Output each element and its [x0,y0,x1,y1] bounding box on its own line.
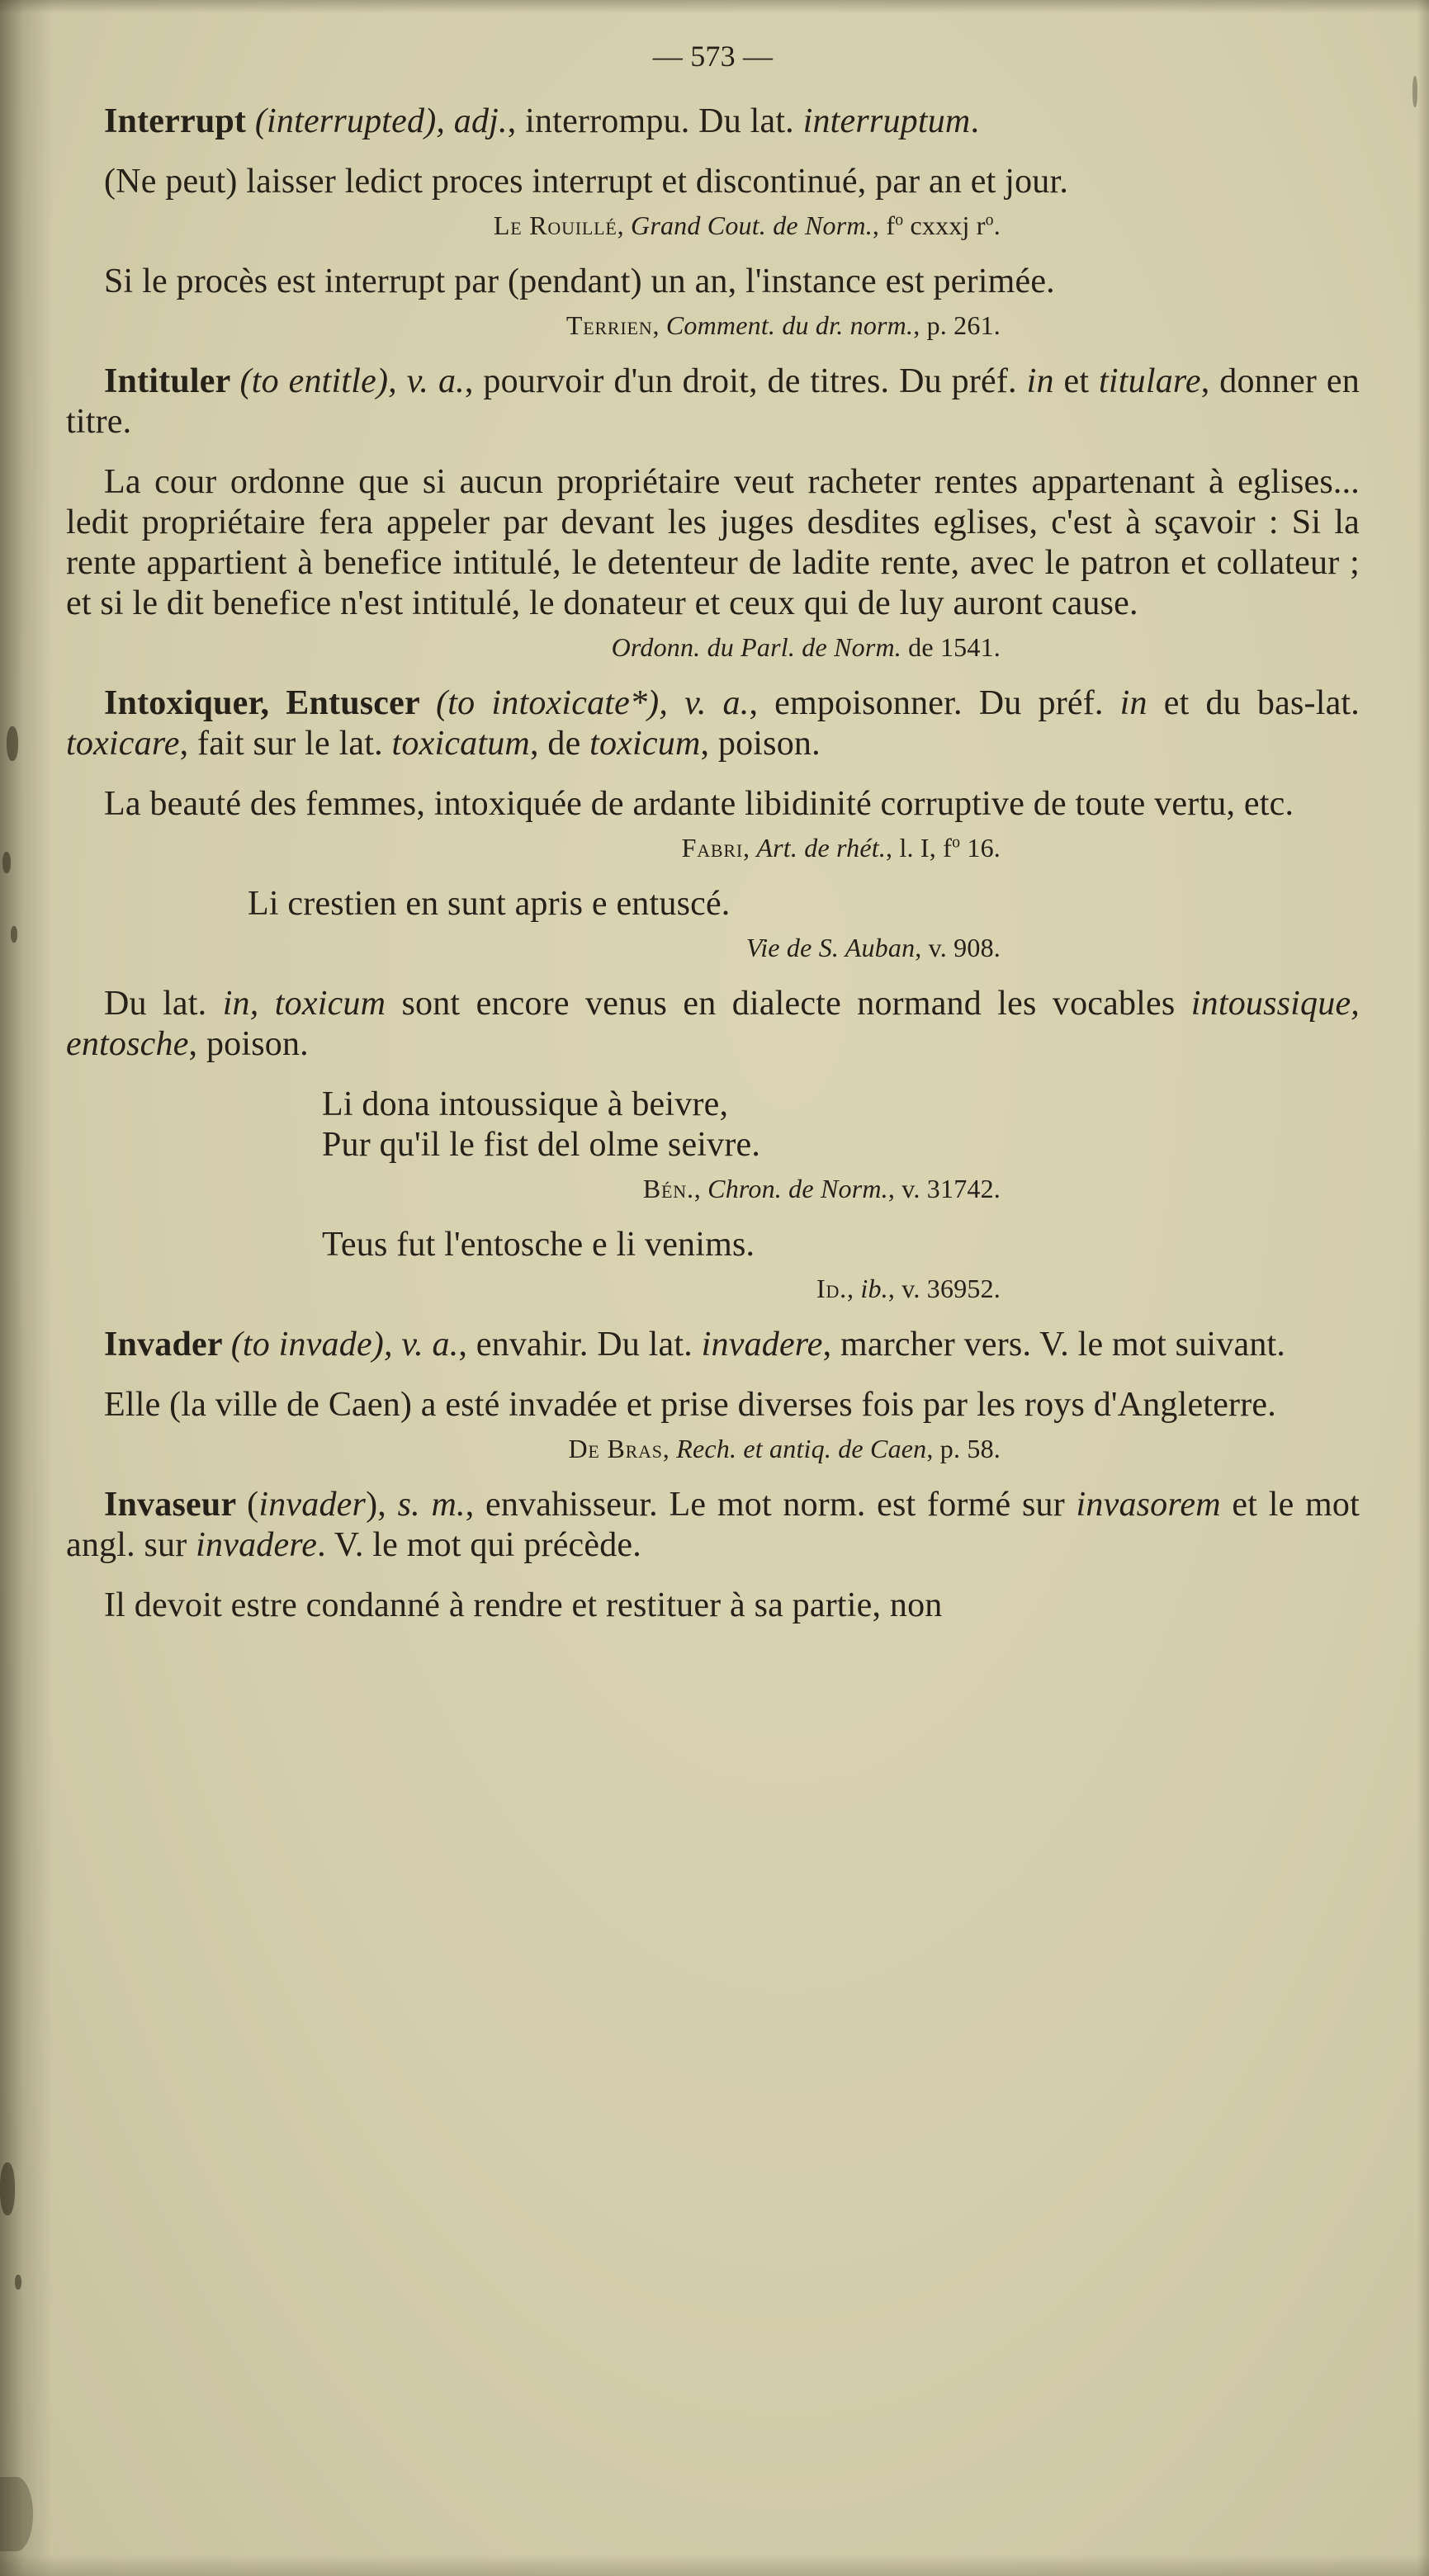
text-segment: . [993,210,1001,240]
text-segment: interruptum [802,102,971,140]
text-segment: Chron. de Norm. [707,1174,888,1203]
quote-block [66,784,1360,825]
citation-block [66,1432,1360,1465]
text-segment: , [652,310,666,340]
text-segment: Id. [816,1274,847,1303]
text-segment: La cour ordonne que si aucun propriétaire veut racheter rentes appartenant à eglises... ledit propriétaire fera appeler par devant les juges desdites eglises, c'est à sçavoir : Si la rente appartient à benefice intitulé, le detenteur de ladite rente, avec le patron et collateur ; et si le dit benefice n'est intitulé, le donateur et ceux qui de luy auront cause. [66,463,1360,622]
citation-block [66,1272,1360,1305]
verse-block [66,1225,1360,1265]
text-segment: invasorem [1076,1486,1221,1524]
text-segment: , envahir. Du lat. [458,1326,702,1364]
text-segment: Comment. du dr. norm. [665,310,914,340]
text-segment: o [985,210,994,229]
citation-block [66,309,1360,342]
text-segment: . V. le mot qui précède. [317,1526,641,1564]
text-segment: , f [872,210,896,240]
text-segment: toxicatum [391,725,530,763]
text-segment: (to entitle), v. a. [239,362,465,400]
text-segment: , [693,1174,708,1203]
text-segment: ( [247,1486,259,1524]
text-segment: cxxxj r [903,210,986,240]
text-segment: , poison. [700,725,821,763]
text-segment: Pur qu'il le fist del olme seivre. [322,1126,761,1164]
text-segment: Interrupt [104,102,255,140]
text-segment: o [952,833,961,852]
paper-blemish [0,2162,15,2215]
quote-block [66,462,1360,624]
text-segment: , [617,210,632,240]
quote-block [66,984,1360,1065]
text-segment: intoussique, entosche [66,985,1360,1063]
text-segment: Art. de rhét. [756,833,887,863]
text-segment: et du bas-lat. [1147,684,1360,722]
entry-block [66,102,1360,142]
text-segment: , [662,1434,677,1463]
text-segment: Grand Cout. de Norm. [631,210,873,240]
text-segment: , [846,1274,861,1303]
text-segment: ), [366,1486,398,1524]
text-segment: Du lat. [104,985,223,1023]
page-number: — 573 — [652,40,774,73]
text-segment: Si le procès est interrupt par (pendant) un an, l'instance est perimée. [104,262,1055,300]
paper-blemish [11,926,17,943]
text-segment: Bén. [642,1174,694,1203]
text-segment: et le mot angl. sur [66,1486,1360,1564]
text-segment: Invader [104,1326,231,1364]
text-segment: Intoxiquer, Entuscer [104,684,437,722]
text-segment: et [1053,362,1100,400]
verse-block [66,1085,1360,1125]
text-segment: toxicum [589,725,701,763]
text-segment: de 1541. [901,632,1001,662]
verse-block [66,1125,1360,1165]
text-segment: , marcher vers. V. le mot suivant. [822,1326,1286,1364]
citation-block [66,931,1360,964]
paper-blemish [0,2477,33,2551]
text-segment: . [970,102,980,140]
paper-blemish [15,2275,21,2290]
text-segment: Li crestien en sunt apris e entuscé. [248,885,731,923]
text-segment: toxicare [66,725,180,763]
citation-block [66,209,1360,242]
entry-block [66,1485,1360,1566]
text-segment: , p. 261. [913,310,1001,340]
text-segment: (Ne peut) laisser ledict proces interrupt et discontinué, par an et jour. [104,163,1069,201]
quote-block [66,162,1360,202]
text-segment: Il devoit estre condanné à rendre et restituer à sa partie, non [104,1586,943,1624]
entry-block [66,362,1360,442]
paper-blemish [7,726,18,761]
text-segment: , v. 36952. [887,1274,1001,1303]
text-column [66,36,1360,1626]
text-segment: Elle (la ville de Caen) a esté invadée et prise diverses fois par les roys d'Angleterre. [104,1386,1276,1424]
text-segment: , poison. [188,1025,309,1063]
text-segment: , [742,833,757,863]
text-segment: invadere [701,1326,823,1364]
text-segment: , v. 908. [915,933,1001,962]
text-segment: , l. I, f [886,833,953,863]
text-segment: Teus fut l'entosche e li venims. [322,1226,755,1264]
text-segment: Li dona intoussique à beivre, [322,1085,729,1123]
quote-block [66,1385,1360,1425]
text-segment: invadere [196,1526,318,1564]
page-edge-top [0,0,1429,13]
paper-blemish [1412,76,1417,107]
text-segment: De Bras [568,1434,663,1463]
citation-block [66,631,1360,664]
entry-block [66,1325,1360,1365]
text-segment: in [1026,362,1054,400]
text-segment: Intituler [104,362,240,400]
text-segment: in [1119,684,1147,722]
text-segment: , v. 31742. [887,1174,1001,1203]
text-segment: Terrien [565,310,653,340]
text-segment: Invaseur [104,1486,248,1524]
text-segment: Fabri [681,833,743,863]
text-segment: Ordonn. du Parl. de Norm. [611,632,901,662]
citation-block [66,831,1360,864]
text-segment: titulare [1099,362,1201,400]
text-segment: , pourvoir d'un droit, de titres. Du préf. [464,362,1027,400]
text-segment: , empoisonner. Du préf. [749,684,1120,722]
text-segment: in, toxicum [222,985,386,1023]
text-segment: invader [258,1486,367,1524]
text-segment: (to intoxicate*), v. a. [436,684,750,722]
verse-block [66,884,1360,924]
text-segment: 16. [960,833,1001,863]
text-segment: Vie de S. Auban [745,933,916,962]
text-segment: (to invade), v. a. [230,1326,459,1364]
paper-blemish [2,852,11,873]
quote-block [66,262,1360,302]
text-segment: Rech. et antiq. de Caen [676,1434,927,1463]
page-edge-right [1417,0,1429,2576]
text-segment: o [895,210,904,229]
text-segment: ib. [860,1274,888,1303]
text-segment: , p. 58. [926,1434,1001,1463]
quote-block [66,1586,1360,1626]
text-segment: La beauté des femmes, intoxiquée de ardante libidinité corruptive de toute vertu, etc. [104,785,1294,823]
text-segment: , interrompu. Du lat. [507,102,803,140]
text-segment: , donner en titre. [66,362,1360,441]
entry-block [66,683,1360,764]
citation-block [66,1172,1360,1205]
text-segment: , de [529,725,590,763]
text-segment: sont encore venus en dialecte normand les vocables [386,985,1191,1023]
text-segment: (interrupted), adj. [254,102,508,140]
text-segment: , fait sur le lat. [179,725,392,763]
text-segment: s. m. [397,1486,466,1524]
text-segment: , envahisseur. Le mot norm. est formé sur [465,1486,1076,1524]
text-segment: Le Rouillé [493,210,617,240]
page-edge-bottom [0,2555,1429,2576]
